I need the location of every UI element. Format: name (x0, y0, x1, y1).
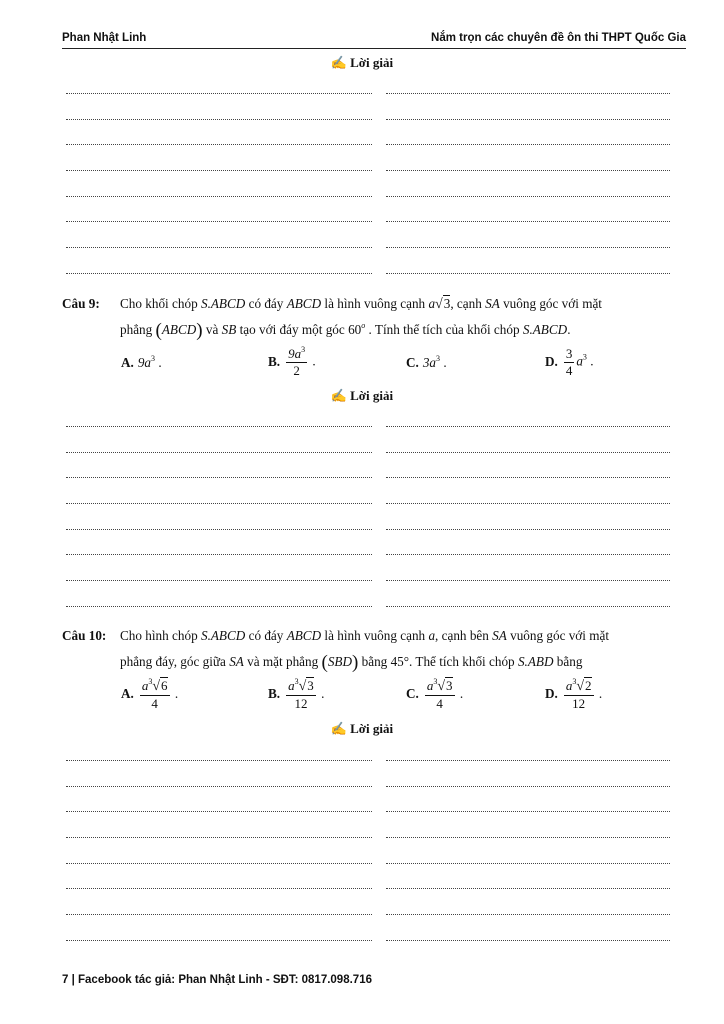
dotted-line (66, 566, 670, 592)
pen-icon: ✍ (330, 55, 348, 70)
pen-icon: ✍ (330, 721, 348, 736)
dotted-line (66, 540, 670, 566)
option-b[interactable]: B. $\frac{9a^3}{2}$ . (268, 345, 316, 378)
dotted-line (66, 156, 670, 182)
dotted-line (66, 823, 670, 849)
option-a[interactable]: A. $9a^3$ . (121, 354, 162, 370)
pen-icon: ✍ (330, 388, 348, 403)
solution-heading-3: ✍ Lời giải (330, 721, 394, 736)
dotted-line (66, 874, 670, 900)
question-text-line-1: Cho khối chóp S.ABCD có đáy ABCD là hình vuông cạnh a√3, cạnh SA vuông góc với mặt (120, 296, 602, 312)
dotted-line (66, 926, 670, 952)
dotted-line (66, 772, 670, 798)
dotted-line (66, 182, 670, 208)
question-label: Câu 10: (62, 628, 107, 643)
page-header (62, 28, 686, 49)
dotted-line (66, 233, 670, 259)
dotted-line (66, 746, 670, 772)
dotted-line (66, 259, 670, 285)
answer-lines-1 (66, 79, 670, 285)
page-footer: 7 | Facebook tác giả: Phan Nhật Linh - SĐT: 0817.098.716 (62, 974, 372, 986)
option-d[interactable]: D. $\frac{a^3√2}{12}$ . (545, 677, 603, 711)
header-series: Nắm trọn các chuyên đề ôn thi THPT Quốc Gia (431, 32, 686, 44)
question-text-line-2: phẳng (ABCD) và SB tạo với đáy một góc 60$^o$ . Tính thể tích của khối chóp S.ABCD. (120, 320, 571, 341)
solution-heading-1: ✍ Lời giải (330, 55, 394, 70)
dotted-line (66, 515, 670, 541)
dotted-line (66, 849, 670, 875)
solution-heading-2: ✍ Lời giải (330, 388, 394, 403)
dotted-line (66, 797, 670, 823)
dotted-line (66, 438, 670, 464)
dotted-line (66, 105, 670, 131)
question-text-line-1: Cho hình chóp S.ABCD có đáy ABCD là hình vuông cạnh a, cạnh bên SA vuông góc với mặt (120, 628, 610, 643)
option-c[interactable]: C. $\frac{a^3√3}{4}$ . (406, 677, 464, 711)
option-b[interactable]: B. $\frac{a^3√3}{12}$ . (268, 677, 325, 711)
dotted-line (66, 489, 670, 515)
dotted-line (66, 130, 670, 156)
header-author: Phan Nhật Linh (62, 32, 147, 44)
dotted-line (66, 207, 670, 233)
dotted-line (66, 79, 670, 105)
option-a[interactable]: A. $\frac{a^3√6}{4}$ . (121, 677, 179, 711)
option-d[interactable]: D. $\frac{3}{4}$ $a^3$ . (545, 346, 594, 378)
dotted-line (66, 463, 670, 489)
question-label: Câu 9: (62, 296, 100, 311)
dotted-line (66, 412, 670, 438)
answer-lines-2 (66, 412, 670, 618)
dotted-line (66, 592, 670, 618)
answer-lines-3 (66, 746, 670, 952)
question-text-line-2: phẳng đáy, góc giữa SA và mặt phẳng (SBD) bằng 45°. Thể tích khối chóp S.ABD bằng (120, 652, 583, 673)
dotted-line (66, 900, 670, 926)
option-c[interactable]: C. $3a^3$ . (406, 354, 447, 370)
